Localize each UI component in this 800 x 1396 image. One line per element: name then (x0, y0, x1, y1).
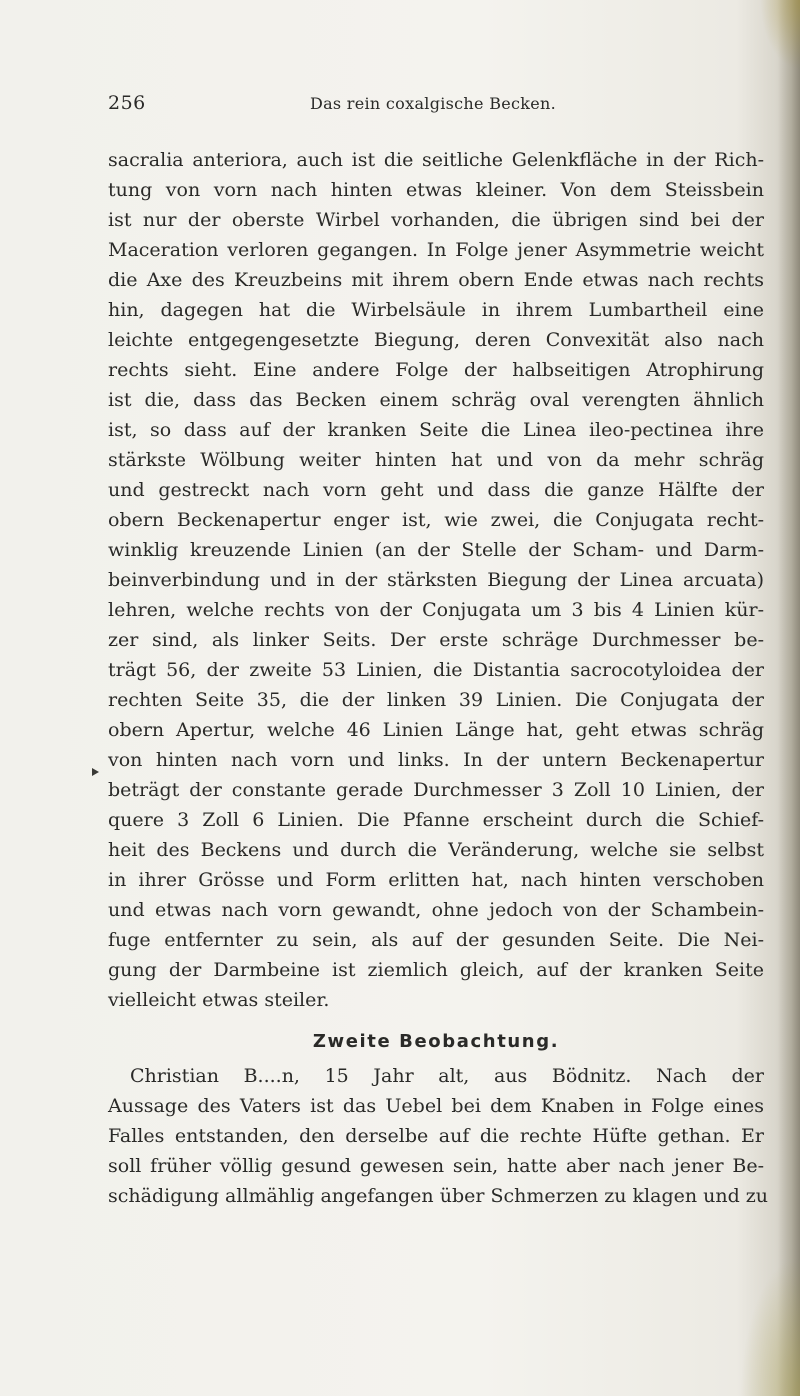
text-line: leichte entgegengesetzte Biegung, deren Convexität also nach (108, 329, 764, 351)
text-line: hin, dagegen hat die Wirbelsäule in ihrem Lumbartheil eine (108, 299, 764, 321)
page-header (108, 92, 758, 122)
text-line: soll früher völlig gesund gewesen sein, hatte aber nach jener Be- (108, 1155, 764, 1177)
page-stain-top (760, 0, 800, 70)
running-title: Das rein coxalgische Becken. (309, 94, 557, 113)
text-line: lehren, welche rechts von der Conjugata um 3 bis 4 Linien kür- (108, 599, 764, 621)
body-text (108, 145, 769, 1211)
text-line: ist, so dass auf der kranken Seite die Linea ileo-pectinea ihre (108, 419, 764, 441)
text-line: sacralia anteriora, auch ist die seitliche Gelenkfläche in der Rich- (108, 149, 764, 171)
text-line: ist die, dass das Becken einem schräg oval verengten ähnlich (108, 389, 764, 411)
text-line: tung von vorn nach hinten etwas kleiner. Von dem Steissbein (108, 179, 764, 201)
text-line: die Axe des Kreuzbeins mit ihrem obern Ende etwas nach rechts (108, 269, 764, 291)
section-heading: Zweite Beobachtung. (312, 1031, 560, 1052)
text-line: rechts sieht. Eine andere Folge der halbseitigen Atrophirung (108, 359, 764, 381)
text-line: quere 3 Zoll 6 Linien. Die Pfanne erscheint durch die Schief- (108, 809, 764, 831)
text-line: obern Beckenapertur enger ist, wie zwei, die Conjugata recht- (108, 509, 764, 531)
text-line: von hinten nach vorn und links. In der untern Beckenapertur (108, 749, 764, 771)
text-line: obern Apertur, welche 46 Linien Länge hat, geht etwas schräg (108, 719, 764, 741)
text-line: heit des Beckens und durch die Veränderung, welche sie selbst (108, 839, 764, 861)
paragraph-1 (108, 145, 764, 1015)
text-line: vielleicht etwas steiler. (108, 989, 330, 1011)
text-line: Maceration verloren gegangen. In Folge jener Asymmetrie weicht (108, 239, 764, 261)
paragraph-2 (108, 1061, 769, 1211)
text-line: Christian B....n, 15 Jahr alt, aus Bödnitz. Nach der (130, 1065, 764, 1087)
text-line: schädigung allmählig angefangen über Schmerzen zu klagen und zu (108, 1185, 769, 1207)
page-number: 256 (108, 92, 146, 114)
text-line: stärkste Wölbung weiter hinten hat und von da mehr schräg (108, 449, 764, 471)
text-line: und etwas nach vorn gewandt, ohne jedoch von der Schambein- (108, 899, 764, 921)
text-line: gung der Darmbeine ist ziemlich gleich, auf der kranken Seite (108, 959, 764, 981)
text-line: in ihrer Grösse und Form erlitten hat, nach hinten verschoben (108, 869, 764, 891)
page-edge-shadow (778, 0, 800, 1396)
page-stain-bottom (740, 1256, 800, 1396)
text-line: beträgt der constante gerade Durchmesser 3 Zoll 10 Linien, der (108, 779, 764, 801)
text-line: ist nur der oberste Wirbel vorhanden, die übrigen sind bei der (108, 209, 764, 231)
text-line: rechten Seite 35, die der linken 39 Linien. Die Conjugata der (108, 689, 764, 711)
text-line: Aussage des Vaters ist das Uebel bei dem Knaben in Folge eines (108, 1095, 764, 1117)
text-line: Falles entstanden, den derselbe auf die rechte Hüfte gethan. Er (108, 1125, 764, 1147)
text-line: und gestreckt nach vorn geht und dass die ganze Hälfte der (108, 479, 764, 501)
text-line: fuge entfernter zu sein, als auf der gesunden Seite. Die Nei- (108, 929, 764, 951)
text-line: beinverbindung und in der stärksten Biegung der Linea arcuata) (108, 569, 764, 591)
text-line: zer sind, als linker Seits. Der erste schräge Durchmesser be- (108, 629, 764, 651)
text-line: trägt 56, der zweite 53 Linien, die Distantia sacrocotyloidea der (108, 659, 764, 681)
margin-mark-icon (92, 768, 99, 776)
text-line: winklig kreuzende Linien (an der Stelle der Scham- und Darm- (108, 539, 764, 561)
